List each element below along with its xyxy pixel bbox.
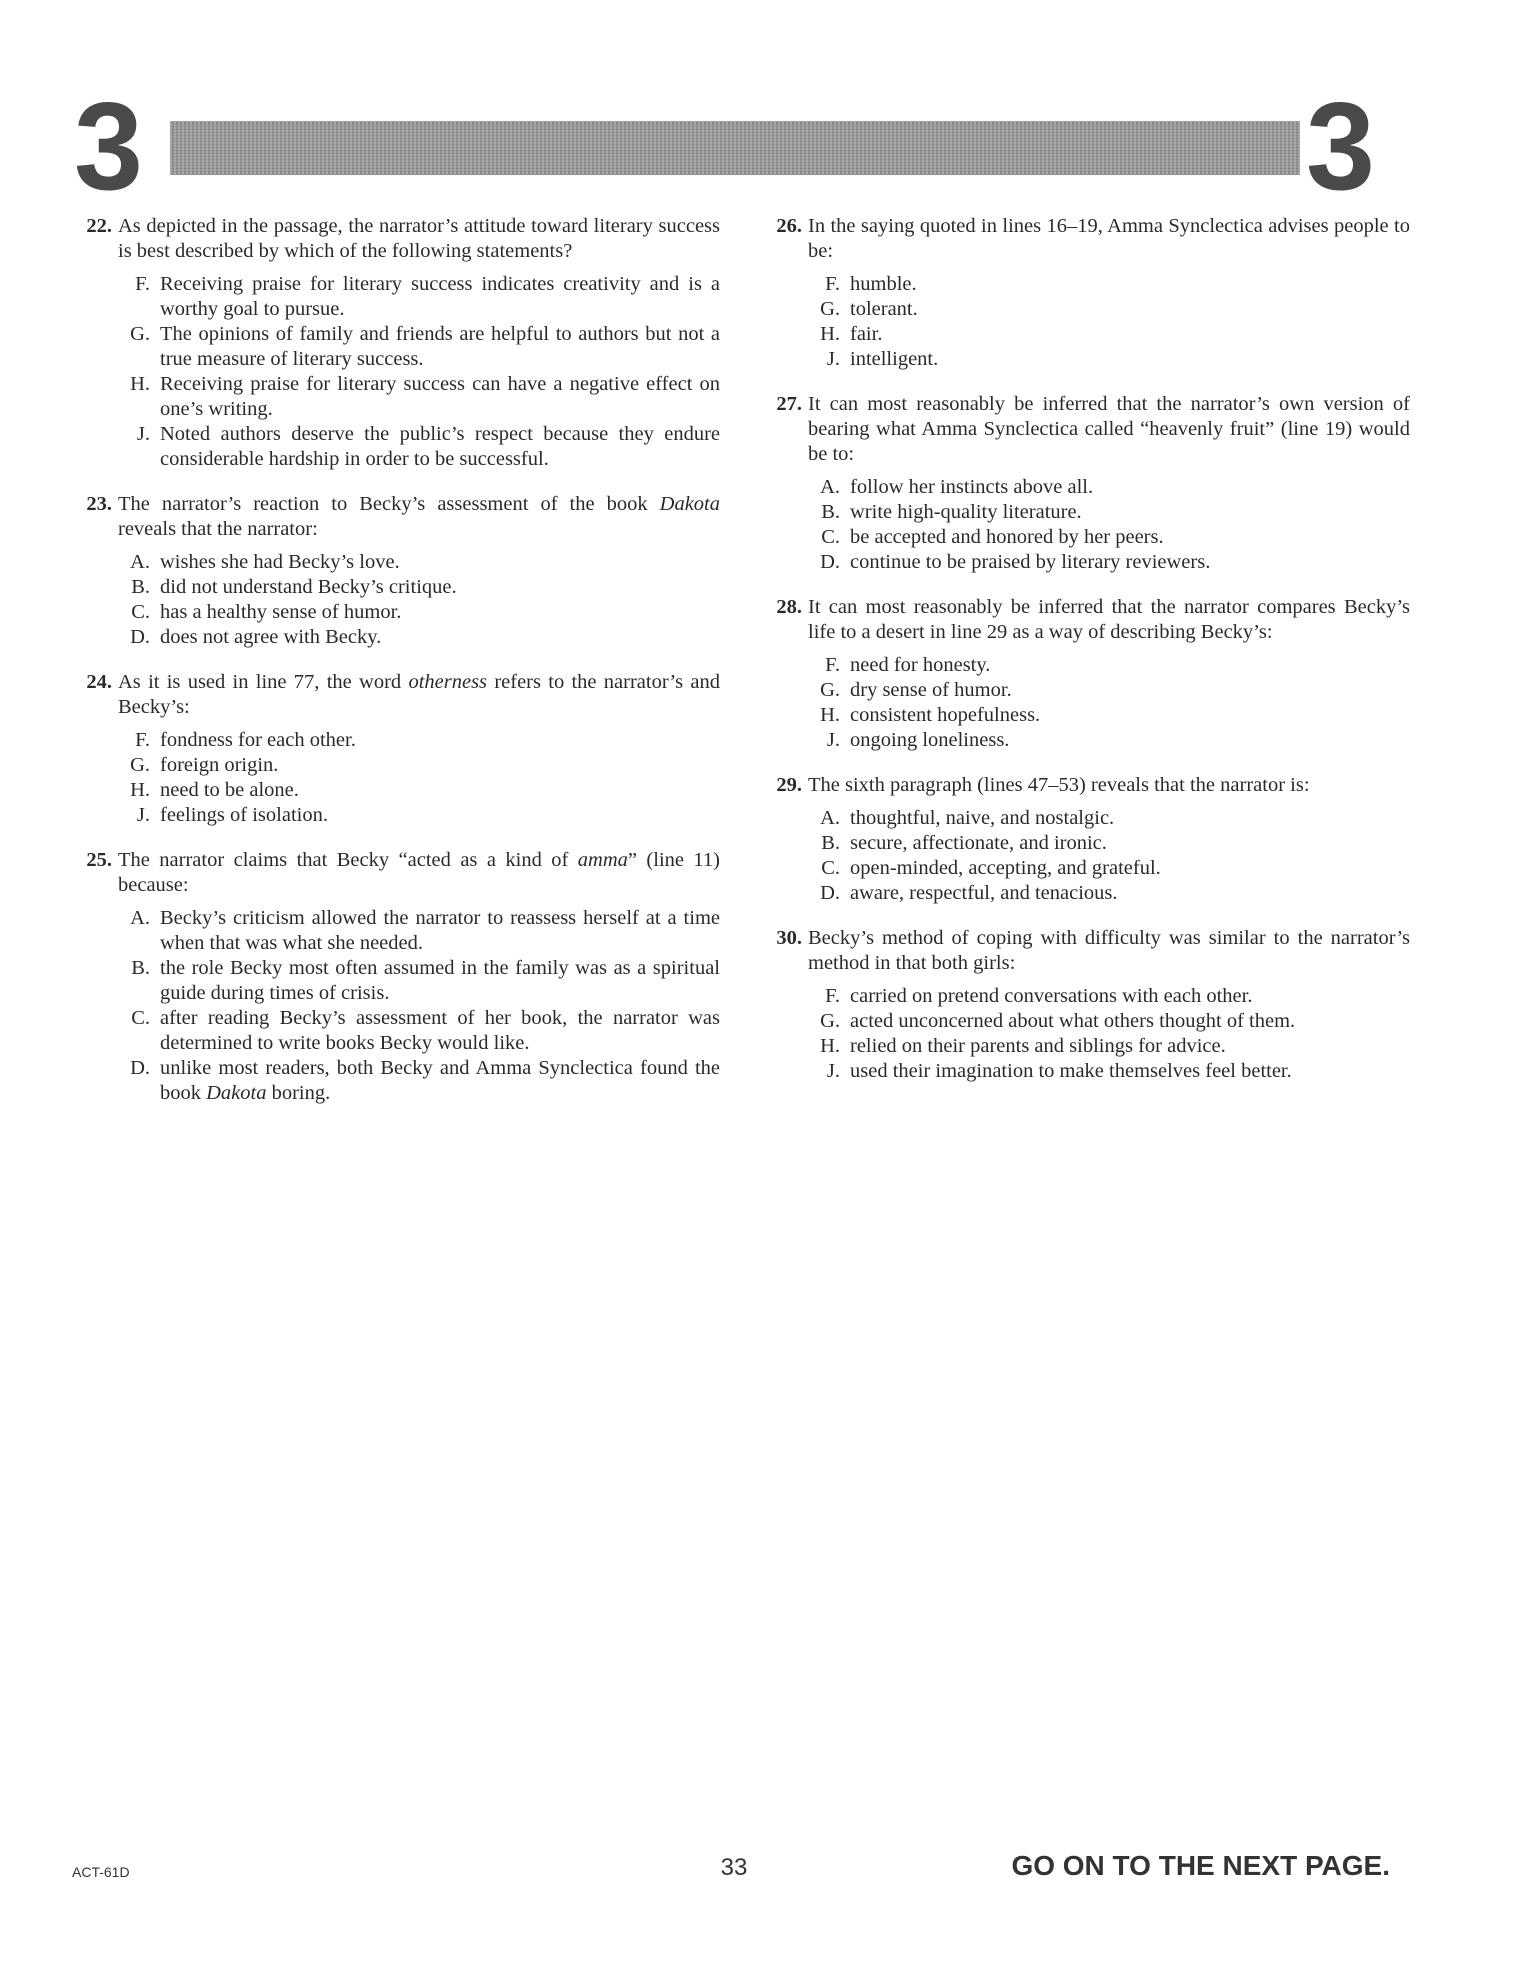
option-letter: H. xyxy=(820,323,840,345)
answer-option[interactable] xyxy=(806,678,1410,703)
answer-option[interactable] xyxy=(116,803,720,828)
option-text: did not understand Becky’s critique. xyxy=(160,576,457,598)
option-part: unlike most readers, both Becky and Amma Synclectica found the book xyxy=(160,1057,720,1104)
question-24 xyxy=(70,670,720,828)
option-letter: H. xyxy=(820,1035,840,1057)
option-text: feelings of isolation. xyxy=(160,804,328,826)
answer-option[interactable] xyxy=(116,575,720,600)
option-letter: B. xyxy=(821,501,840,523)
answer-options xyxy=(806,806,1410,906)
answer-options xyxy=(806,984,1410,1084)
option-text: Receiving praise for literary success indicates creativity and is a worthy goal to pursue. xyxy=(160,273,720,320)
answer-option[interactable] xyxy=(116,1056,720,1106)
question-number: 23. xyxy=(86,493,112,515)
option-text: fair. xyxy=(850,323,883,345)
question-text: It can most reasonably be inferred that the narrator compares Becky’s life to a desert in line 29 as a way of describing Becky’s: xyxy=(808,596,1410,643)
question-29 xyxy=(760,773,1410,906)
option-letter: D. xyxy=(130,1057,150,1079)
option-text: need for honesty. xyxy=(850,654,991,676)
option-letter: C. xyxy=(821,526,840,548)
option-text: continue to be praised by literary reviewers. xyxy=(850,551,1211,573)
stem-part: The narrator’s reaction to Becky’s assessment of the book xyxy=(118,493,660,515)
question-stem xyxy=(70,670,720,720)
answer-option[interactable] xyxy=(806,806,1410,831)
option-letter: A. xyxy=(130,907,150,929)
question-number: 29. xyxy=(776,774,802,796)
option-text: relied on their parents and siblings for advice. xyxy=(850,1035,1226,1057)
option-letter: G. xyxy=(820,298,840,320)
question-stem xyxy=(760,214,1410,264)
stem-part: The narrator claims that Becky “acted as a kind of xyxy=(118,849,578,871)
option-text: Noted authors deserve the public’s respect because they endure considerable hardship in order to be successful. xyxy=(160,423,720,470)
option-letter: J. xyxy=(826,729,840,751)
answer-option[interactable] xyxy=(806,703,1410,728)
option-letter: A. xyxy=(820,807,840,829)
option-letter: D. xyxy=(820,882,840,904)
option-text: does not agree with Becky. xyxy=(160,626,382,648)
option-letter: G. xyxy=(130,754,150,776)
option-letter: C. xyxy=(131,601,150,623)
answer-option[interactable] xyxy=(116,422,720,472)
question-stem xyxy=(760,392,1410,467)
question-27 xyxy=(760,392,1410,575)
question-23 xyxy=(70,492,720,650)
question-number: 24. xyxy=(86,671,112,693)
option-letter: C. xyxy=(821,857,840,879)
question-text: As depicted in the passage, the narrator’s attitude toward literary success is best described by which of the following statements? xyxy=(118,215,720,262)
answer-option[interactable] xyxy=(806,728,1410,753)
answer-option[interactable] xyxy=(806,347,1410,372)
stem-part: refers to the narrator’s and Becky’s: xyxy=(118,671,720,718)
question-text: It can most reasonably be inferred that the narrator’s own version of bearing what Amma Synclectica called “heavenly fruit” (line 19) would be to: xyxy=(808,393,1410,465)
answer-option[interactable] xyxy=(116,753,720,778)
option-letter: B. xyxy=(131,957,150,979)
question-number: 30. xyxy=(776,927,802,949)
question-number: 22. xyxy=(86,215,112,237)
option-letter: F. xyxy=(825,985,840,1007)
question-text xyxy=(118,848,720,898)
question-stem xyxy=(70,492,720,542)
answer-options xyxy=(116,728,720,828)
answer-option[interactable] xyxy=(116,728,720,753)
option-text: open-minded, accepting, and grateful. xyxy=(850,857,1161,879)
answer-option[interactable] xyxy=(806,297,1410,322)
option-letter: B. xyxy=(131,576,150,598)
answer-option[interactable] xyxy=(116,550,720,575)
option-letter: J. xyxy=(826,1060,840,1082)
option-letter: G. xyxy=(130,323,150,345)
answer-option[interactable] xyxy=(116,625,720,650)
answer-option[interactable] xyxy=(116,906,720,956)
option-text: be accepted and honored by her peers. xyxy=(850,526,1164,548)
next-page-instruction: GO ON TO THE NEXT PAGE. xyxy=(1011,1850,1390,1881)
option-letter: C. xyxy=(131,1007,150,1029)
answer-option[interactable] xyxy=(806,1034,1410,1059)
option-text: dry sense of humor. xyxy=(850,679,1012,701)
option-text: after reading Becky’s assessment of her book, the narrator was determined to write books Becky would like. xyxy=(160,1007,720,1054)
option-text: ongoing loneliness. xyxy=(850,729,1010,751)
answer-options xyxy=(116,550,720,650)
answer-option[interactable] xyxy=(806,881,1410,906)
option-text: the role Becky most often assumed in the family was as a spiritual guide during times of crisis. xyxy=(160,957,720,1004)
question-28 xyxy=(760,595,1410,753)
option-text: wishes she had Becky’s love. xyxy=(160,551,400,573)
option-letter: F. xyxy=(825,273,840,295)
question-text: In the saying quoted in lines 16–19, Amma Synclectica advises people to be: xyxy=(808,215,1410,262)
option-text: follow her instincts above all. xyxy=(850,476,1094,498)
form-code: ACT-61D xyxy=(72,1864,130,1880)
option-text: intelligent. xyxy=(850,348,939,370)
question-number: 26. xyxy=(776,215,802,237)
page-number: 33 xyxy=(720,1854,748,1881)
answer-option[interactable] xyxy=(806,831,1410,856)
answer-option[interactable] xyxy=(116,372,720,422)
option-text: Receiving praise for literary success can have a negative effect on one’s writing. xyxy=(160,373,720,420)
answer-options xyxy=(806,475,1410,575)
question-22 xyxy=(70,214,720,472)
answer-option[interactable] xyxy=(116,600,720,625)
option-text: secure, affectionate, and ironic. xyxy=(850,832,1107,854)
italic-title: amma xyxy=(577,849,628,871)
answer-option[interactable] xyxy=(806,322,1410,347)
answer-option[interactable] xyxy=(116,272,720,322)
option-letter: J. xyxy=(136,423,150,445)
answer-option[interactable] xyxy=(806,653,1410,678)
answer-option[interactable] xyxy=(806,856,1410,881)
question-30 xyxy=(760,926,1410,1084)
option-text: used their imagination to make themselves feel better. xyxy=(850,1060,1292,1082)
option-letter: G. xyxy=(820,1010,840,1032)
answer-option[interactable] xyxy=(806,475,1410,500)
option-text: consistent hopefulness. xyxy=(850,704,1041,726)
option-letter: F. xyxy=(135,729,150,751)
option-letter: G. xyxy=(820,679,840,701)
option-letter: D. xyxy=(820,551,840,573)
option-letter: A. xyxy=(130,551,150,573)
answer-options xyxy=(806,272,1410,372)
answer-options xyxy=(116,906,720,1106)
option-letter: H. xyxy=(130,779,150,801)
section-header-bar xyxy=(170,121,1300,175)
question-stem xyxy=(70,848,720,898)
stem-part: As it is used in line 77, the word xyxy=(118,671,409,693)
answer-options xyxy=(116,272,720,472)
answer-options xyxy=(806,653,1410,753)
question-number: 28. xyxy=(776,596,802,618)
option-text: carried on pretend conversations with each other. xyxy=(850,985,1253,1007)
option-text: tolerant. xyxy=(850,298,918,320)
option-text: has a healthy sense of humor. xyxy=(160,601,402,623)
answer-option[interactable] xyxy=(806,525,1410,550)
question-26 xyxy=(760,214,1410,372)
answer-option[interactable] xyxy=(806,550,1410,575)
section-number-left: 3 xyxy=(74,78,143,216)
italic-title: otherness xyxy=(408,671,488,693)
question-text xyxy=(118,670,720,720)
left-column xyxy=(70,214,720,1126)
italic-title: Dakota xyxy=(206,1082,267,1104)
option-text: aware, respectful, and tenacious. xyxy=(850,882,1118,904)
option-text: need to be alone. xyxy=(160,779,299,801)
option-letter: F. xyxy=(825,654,840,676)
section-number-right: 3 xyxy=(1306,78,1375,216)
question-stem xyxy=(760,926,1410,976)
option-text: The opinions of family and friends are helpful to authors but not a true measure of literary success. xyxy=(160,323,720,370)
answer-option[interactable] xyxy=(806,984,1410,1009)
option-text: foreign origin. xyxy=(160,754,279,776)
option-part: boring. xyxy=(266,1082,331,1104)
question-number: 27. xyxy=(776,393,802,415)
answer-option[interactable] xyxy=(116,1006,720,1056)
option-text: acted unconcerned about what others thought of them. xyxy=(850,1010,1296,1032)
question-text: The sixth paragraph (lines 47–53) reveals that the narrator is: xyxy=(808,774,1310,796)
stem-part: reveals that the narrator: xyxy=(118,518,318,540)
question-stem xyxy=(70,214,720,264)
option-text: humble. xyxy=(850,273,917,295)
answer-option[interactable] xyxy=(806,500,1410,525)
option-letter: B. xyxy=(821,832,840,854)
question-stem xyxy=(760,773,1410,798)
answer-option[interactable] xyxy=(116,956,720,1006)
answer-option[interactable] xyxy=(116,778,720,803)
question-text: Becky’s method of coping with difficulty was similar to the narrator’s method in that both girls: xyxy=(808,927,1410,974)
option-letter: F. xyxy=(135,273,150,295)
option-text: fondness for each other. xyxy=(160,729,356,751)
option-text: thoughtful, naive, and nostalgic. xyxy=(850,807,1115,829)
option-letter: D. xyxy=(130,626,150,648)
question-number: 25. xyxy=(86,849,112,871)
answer-option[interactable] xyxy=(806,1009,1410,1034)
option-letter: J. xyxy=(136,804,150,826)
option-letter: A. xyxy=(820,476,840,498)
option-letter: H. xyxy=(130,373,150,395)
option-text xyxy=(160,1056,720,1106)
answer-option[interactable] xyxy=(806,1059,1410,1084)
option-letter: J. xyxy=(826,348,840,370)
italic-title: Dakota xyxy=(659,493,720,515)
right-column xyxy=(760,214,1410,1104)
stem-part: ” (line 11) because: xyxy=(118,849,720,896)
answer-option[interactable] xyxy=(806,272,1410,297)
answer-option[interactable] xyxy=(116,322,720,372)
option-text: Becky’s criticism allowed the narrator to reassess herself at a time when that was what she needed. xyxy=(160,907,720,954)
question-stem xyxy=(760,595,1410,645)
question-text xyxy=(118,492,720,542)
option-letter: H. xyxy=(820,704,840,726)
option-text: write high-quality literature. xyxy=(850,501,1082,523)
question-25 xyxy=(70,848,720,1106)
